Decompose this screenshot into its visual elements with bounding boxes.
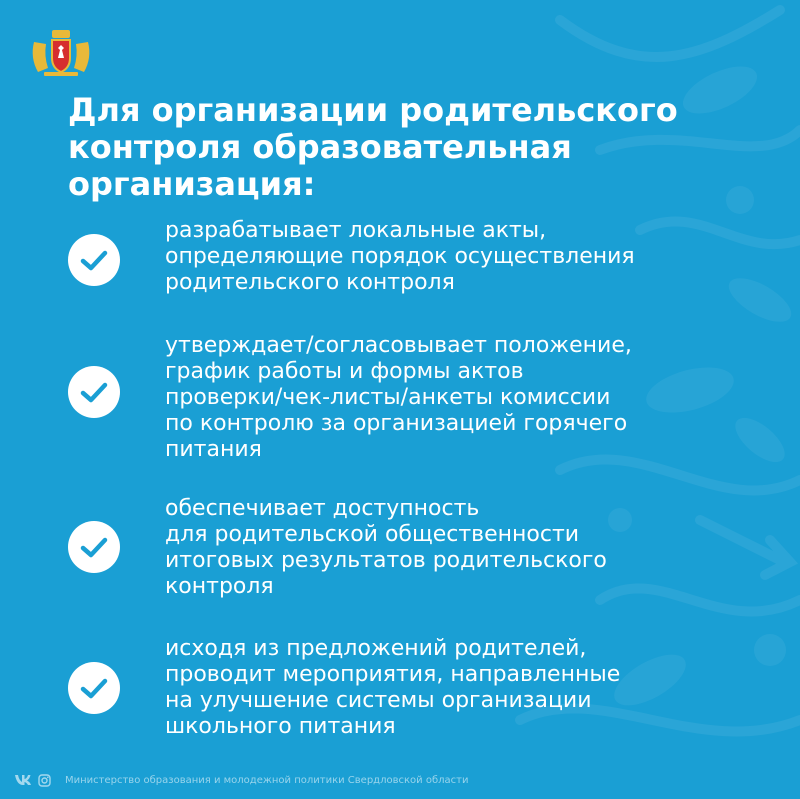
list-item-line: итоговых результатов родительского [165,548,607,573]
list-item-line: для родительской общественности [165,522,580,547]
checkmark-icon [68,234,120,286]
list-item-line: обеспечивает доступность [165,496,480,521]
checkmark-icon [68,366,120,418]
list-item-text [165,496,785,600]
footer-ministry-text: Министерство образования и молодежной политики Свердловской области [65,774,469,786]
list-item-text [165,218,785,296]
title-line: контроля образовательная [68,128,572,166]
list-item-line: питания [165,437,262,462]
list-item-line: контроля [165,574,274,599]
list-item-text [165,333,785,463]
list-item-line: проводит мероприятия, направленные [165,662,621,687]
vk-icon[interactable] [14,774,32,786]
list-item-line: утверждает/согласовывает положение, [165,333,632,358]
title-line: Для организации родительского [68,91,678,129]
checkmark-icon [68,521,120,573]
checkmark-icon [68,662,120,714]
footer [14,771,468,789]
title-line: организация: [68,165,316,203]
list-item-line: родительского контроля [165,270,455,295]
instagram-icon[interactable] [38,774,51,787]
list-item-text [165,636,785,740]
list-item-line: школьного питания [165,714,396,739]
list-item-line: график работы и формы актов [165,359,524,384]
list-item-line: на улучшение системы организации [165,688,592,713]
list-item-line: исходя из предложений родителей, [165,636,587,661]
list-item-line: по контролю за организацией горячего [165,411,628,436]
list-item-line: разрабатывает локальные акты, [165,218,547,243]
list-item-line: проверки/чек-листы/анкеты комиссии [165,385,611,410]
list-item-line: определяющие порядок осуществления [165,244,635,269]
